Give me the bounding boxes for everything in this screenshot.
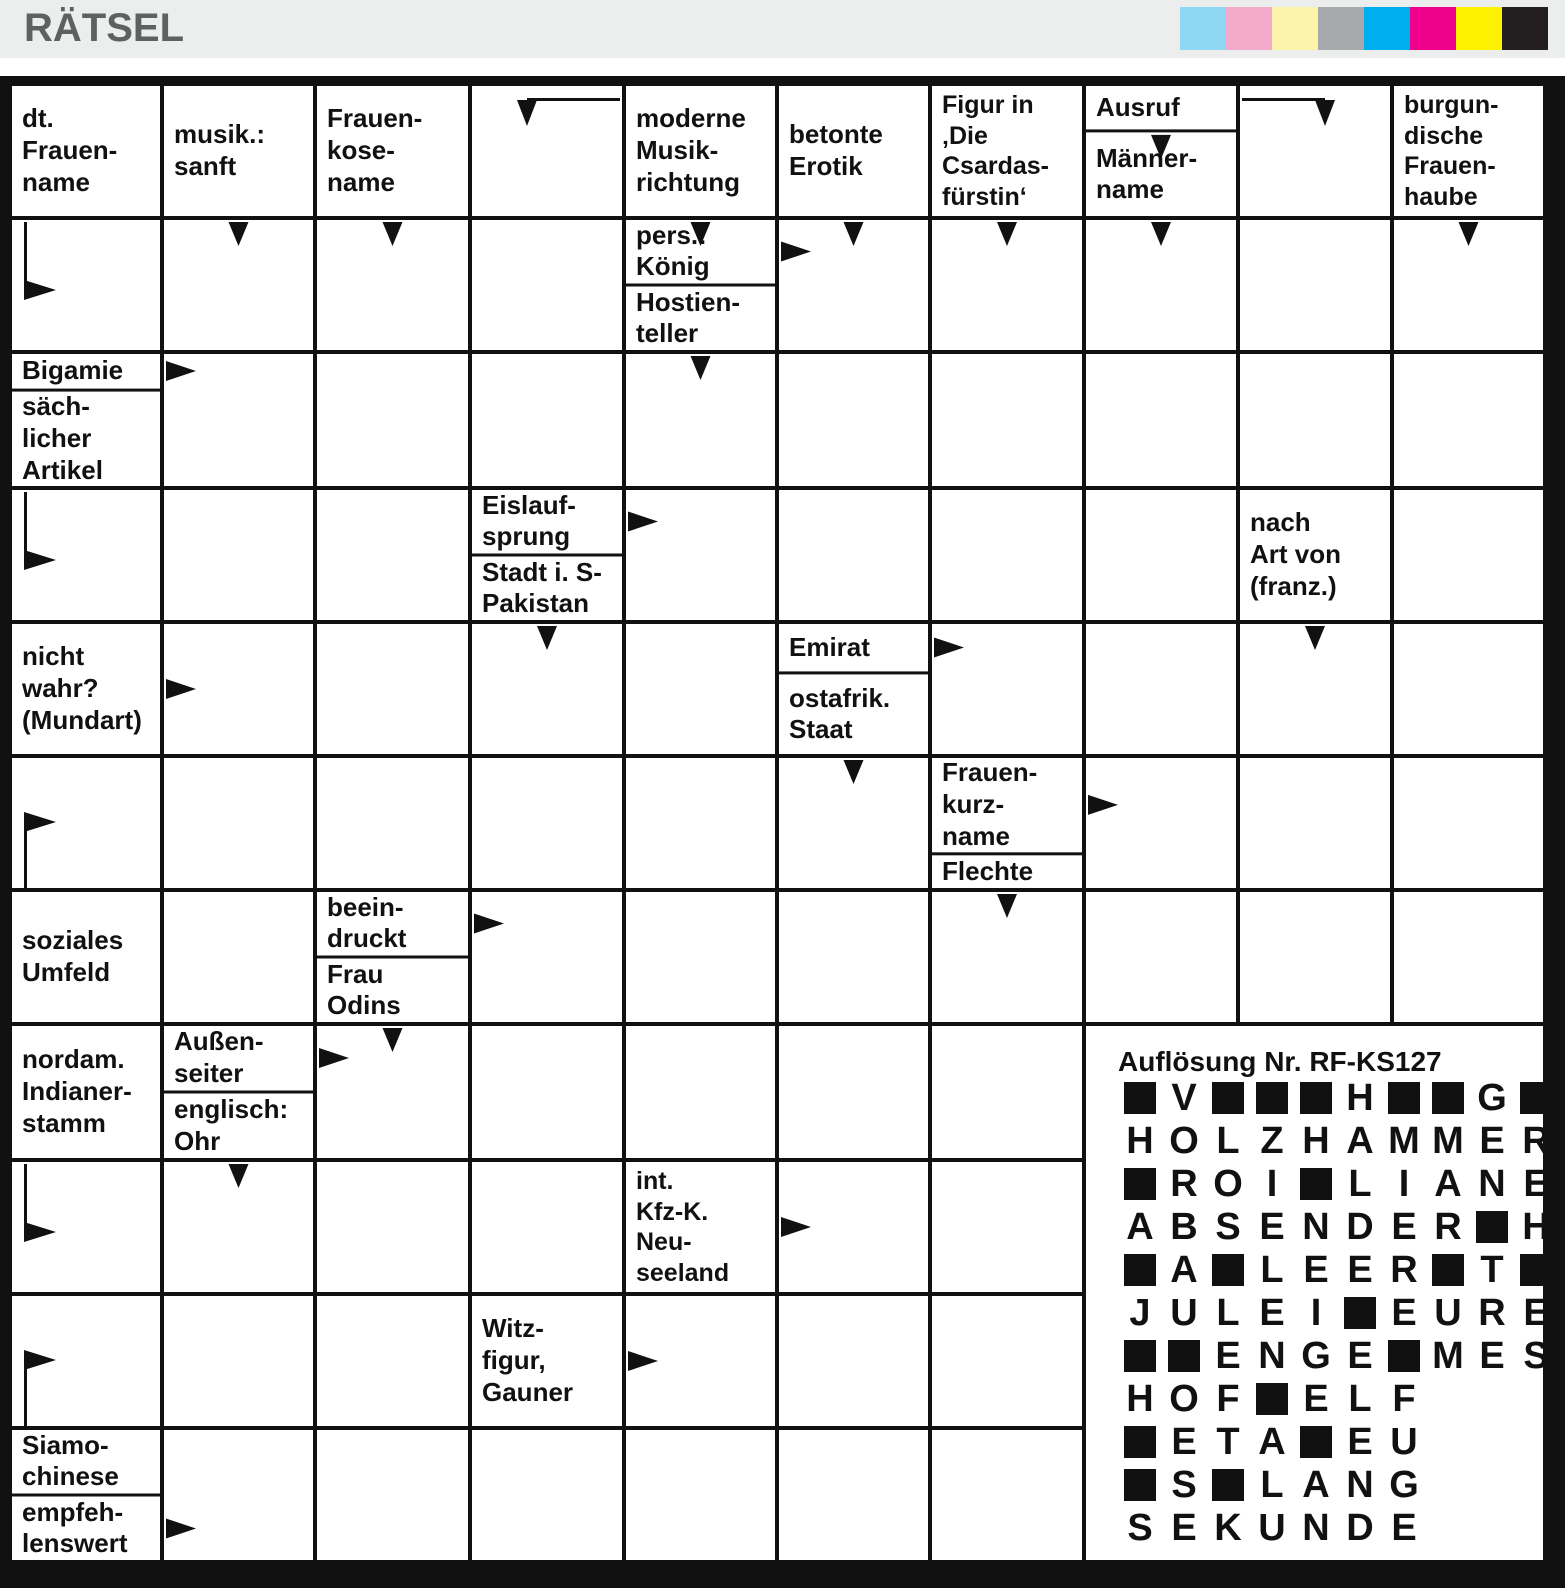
solution-letter: V bbox=[1171, 1077, 1197, 1119]
solution-block bbox=[1118, 1252, 1162, 1288]
solution-block bbox=[1426, 1252, 1470, 1288]
solution-letter: M bbox=[1432, 1335, 1464, 1377]
clue-c8a: Ausruf bbox=[1096, 91, 1180, 122]
grid-cell bbox=[1394, 490, 1543, 620]
grid-cell bbox=[932, 624, 1082, 754]
clue-c20: ostafrik. Staat bbox=[789, 682, 891, 745]
solution-block-fill bbox=[1168, 1340, 1200, 1372]
clue-c10: burgun- dische Frauen- haube bbox=[1404, 91, 1499, 211]
crossword-grid bbox=[0, 76, 1565, 1588]
solution-block bbox=[1470, 1209, 1514, 1245]
solution-letter: L bbox=[1348, 1163, 1372, 1205]
solution-letter: G bbox=[1477, 1077, 1507, 1119]
solution-letter: E bbox=[1479, 1120, 1505, 1162]
grid-cell bbox=[932, 1296, 1082, 1426]
solution-letter: N bbox=[1302, 1507, 1330, 1549]
clue-c32: empfeh- lenswert bbox=[22, 1496, 128, 1559]
grid-cell bbox=[1086, 624, 1236, 754]
solution-letter: A bbox=[1346, 1120, 1374, 1162]
grid-cell bbox=[472, 892, 622, 1022]
solution-block bbox=[1118, 1424, 1162, 1460]
solution-letter: K bbox=[1214, 1507, 1242, 1549]
clue-c8b: Männer- name bbox=[1096, 142, 1198, 205]
solution-block bbox=[1294, 1166, 1338, 1202]
grid-cell bbox=[779, 1430, 928, 1560]
solution-letter: J bbox=[1129, 1292, 1151, 1334]
clue-c17: nach Art von (franz.) bbox=[1250, 507, 1341, 601]
solution-letter: T bbox=[1480, 1249, 1504, 1291]
grid-cell bbox=[317, 758, 468, 888]
color-swatch bbox=[1410, 7, 1456, 50]
solution-letter: A bbox=[1434, 1163, 1462, 1205]
color-swatch bbox=[1180, 7, 1226, 50]
clue-c25: Frau Odins bbox=[327, 958, 401, 1021]
solution-letter: E bbox=[1347, 1249, 1373, 1291]
grid-cell bbox=[626, 624, 775, 754]
solution-letter: O bbox=[1213, 1163, 1243, 1205]
grid-cell bbox=[779, 490, 928, 620]
solution-row bbox=[1118, 1335, 1558, 1377]
grid-cell bbox=[932, 1430, 1082, 1560]
grid-cell bbox=[317, 624, 468, 754]
solution-block-fill bbox=[1256, 1082, 1288, 1114]
color-swatch bbox=[1456, 7, 1502, 50]
grid-cell bbox=[317, 1162, 468, 1292]
grid-cell bbox=[626, 1026, 775, 1158]
solution-letter: L bbox=[1216, 1292, 1240, 1334]
solution-row bbox=[1118, 1464, 1426, 1506]
solution-letter: F bbox=[1392, 1378, 1416, 1420]
clue-c28: englisch: Ohr bbox=[174, 1094, 289, 1156]
solution-letter: D bbox=[1346, 1507, 1374, 1549]
solution-letter: L bbox=[1260, 1249, 1284, 1291]
clue-c15: Eislauf- sprung bbox=[482, 489, 576, 552]
solution-row bbox=[1118, 1378, 1426, 1420]
solution-letter: G bbox=[1301, 1335, 1331, 1377]
solution-block bbox=[1426, 1080, 1470, 1116]
solution-letter: R bbox=[1390, 1249, 1418, 1291]
solution-block-fill bbox=[1300, 1168, 1332, 1200]
solution-letter: R bbox=[1170, 1163, 1198, 1205]
grid-cell bbox=[626, 892, 775, 1022]
solution-block-fill bbox=[1388, 1340, 1420, 1372]
solution-letter: E bbox=[1215, 1335, 1241, 1377]
solution-block-fill bbox=[1124, 1082, 1156, 1114]
clue-c3: Frauen- kose- name bbox=[327, 103, 423, 197]
grid-cell bbox=[472, 1026, 622, 1158]
clue-c11: pers.: König bbox=[636, 219, 710, 282]
grid-cell bbox=[626, 490, 775, 620]
clue-divider bbox=[930, 852, 1084, 855]
grid-cell bbox=[1240, 758, 1390, 888]
grid-cell bbox=[626, 1430, 775, 1560]
bent-arrow-right-icon bbox=[24, 222, 27, 290]
grid-cell bbox=[1240, 892, 1390, 1022]
solution-block bbox=[1118, 1080, 1162, 1116]
solution-letter: E bbox=[1171, 1507, 1197, 1549]
clue-c26: nordam. Indianer- stamm bbox=[22, 1044, 132, 1138]
solution-block bbox=[1162, 1338, 1206, 1374]
clue-c14: säch- licher Artikel bbox=[22, 391, 103, 485]
solution-row bbox=[1118, 1077, 1558, 1119]
clue-c18: nicht wahr? (Mundart) bbox=[22, 641, 142, 735]
solution-letter: M bbox=[1388, 1120, 1420, 1162]
solution-letter: R bbox=[1434, 1206, 1462, 1248]
grid-cell bbox=[1086, 490, 1236, 620]
solution-letter: E bbox=[1347, 1335, 1373, 1377]
grid-cell bbox=[1240, 354, 1390, 486]
grid-cell bbox=[1394, 892, 1543, 1022]
solution-letter: S bbox=[1171, 1464, 1197, 1506]
solution-letter: S bbox=[1523, 1335, 1549, 1377]
solution-letter: S bbox=[1215, 1206, 1241, 1248]
grid-cell bbox=[779, 354, 928, 486]
clue-divider bbox=[1084, 129, 1238, 132]
solution-letter: E bbox=[1303, 1378, 1329, 1420]
clue-c27: Außen- seiter bbox=[174, 1026, 264, 1088]
grid-cell bbox=[472, 758, 622, 888]
solution-block bbox=[1206, 1080, 1250, 1116]
solution-letter: E bbox=[1259, 1206, 1285, 1248]
solution-block bbox=[1250, 1381, 1294, 1417]
grid-cell bbox=[1086, 892, 1236, 1022]
grid-cell bbox=[317, 1296, 468, 1426]
bent-arrow-right-icon bbox=[24, 492, 27, 560]
grid-cell bbox=[932, 1162, 1082, 1292]
clue-c23: soziales Umfeld bbox=[22, 925, 124, 987]
solution-block bbox=[1382, 1338, 1426, 1374]
grid-cell bbox=[164, 1430, 313, 1560]
clue-c22: Flechte bbox=[942, 856, 1034, 887]
clue-c19: Emirat bbox=[789, 631, 870, 662]
solution-block bbox=[1206, 1252, 1250, 1288]
grid-cell bbox=[472, 1162, 622, 1292]
clue-divider bbox=[162, 1091, 315, 1094]
solution-block-fill bbox=[1432, 1254, 1464, 1286]
grid-cell bbox=[317, 354, 468, 486]
clue-c21: Frauen- kurz- name bbox=[942, 757, 1038, 851]
solution-letter: H bbox=[1126, 1378, 1154, 1420]
solution-block-fill bbox=[1256, 1383, 1288, 1415]
page-title: RÄTSEL bbox=[24, 6, 184, 50]
solution-block-fill bbox=[1300, 1426, 1332, 1458]
grid-cell bbox=[164, 1296, 313, 1426]
color-swatch bbox=[1272, 7, 1318, 50]
solution-letter: N bbox=[1258, 1335, 1286, 1377]
solution-block-fill bbox=[1520, 1254, 1552, 1286]
solution-letter: E bbox=[1171, 1421, 1197, 1463]
solution-row bbox=[1118, 1206, 1558, 1248]
solution-letter: N bbox=[1478, 1163, 1506, 1205]
solution-block bbox=[1294, 1080, 1338, 1116]
solution-letter: S bbox=[1127, 1507, 1153, 1549]
clue-c12: Hostien- teller bbox=[636, 286, 740, 349]
grid-cell bbox=[1240, 86, 1390, 216]
solution-block-fill bbox=[1432, 1082, 1464, 1114]
solution-block-fill bbox=[1344, 1297, 1376, 1329]
header-bar bbox=[0, 0, 1565, 58]
grid-cell bbox=[317, 1430, 468, 1560]
grid-cell bbox=[472, 1430, 622, 1560]
solution-row bbox=[1118, 1249, 1558, 1291]
solution-letter: D bbox=[1346, 1206, 1374, 1248]
bent-arrow-right-icon bbox=[24, 1164, 27, 1232]
solution-letter: H bbox=[1346, 1077, 1374, 1119]
solution-letter: G bbox=[1389, 1464, 1419, 1506]
grid-cell bbox=[932, 354, 1082, 486]
grid-cell bbox=[779, 1296, 928, 1426]
clue-c16: Stadt i. S- Pakistan bbox=[482, 556, 602, 619]
solution-letter: E bbox=[1523, 1292, 1549, 1334]
grid-cell bbox=[472, 354, 622, 486]
solution-block bbox=[1382, 1080, 1426, 1116]
solution-block-fill bbox=[1520, 1082, 1552, 1114]
solution-block-fill bbox=[1388, 1082, 1420, 1114]
solution-block bbox=[1338, 1295, 1382, 1331]
solution-letter: O bbox=[1169, 1378, 1199, 1420]
solution-block bbox=[1514, 1080, 1558, 1116]
solution-letter: L bbox=[1260, 1464, 1284, 1506]
solution-letter: H bbox=[1126, 1120, 1154, 1162]
grid-cell bbox=[1086, 758, 1236, 888]
solution-row bbox=[1118, 1292, 1558, 1334]
clue-c30: Witz- figur, Gauner bbox=[482, 1313, 574, 1407]
clue-c2: musik.: sanft bbox=[174, 119, 266, 181]
grid-cell bbox=[779, 1026, 928, 1158]
clue-divider bbox=[777, 671, 930, 674]
solution-letter: U bbox=[1390, 1421, 1418, 1463]
solution-block bbox=[1294, 1424, 1338, 1460]
solution-letter: U bbox=[1170, 1292, 1198, 1334]
solution-letter: U bbox=[1434, 1292, 1462, 1334]
solution-block-fill bbox=[1124, 1426, 1156, 1458]
solution-block bbox=[1514, 1252, 1558, 1288]
grid-cell bbox=[1240, 220, 1390, 350]
grid-cell bbox=[1086, 354, 1236, 486]
puzzle-code: RF-KS128 bbox=[824, 1557, 891, 1573]
grid-cell bbox=[932, 1026, 1082, 1158]
solution-letter: L bbox=[1216, 1120, 1240, 1162]
solution-letter: E bbox=[1391, 1507, 1417, 1549]
solution-letter: N bbox=[1346, 1464, 1374, 1506]
solution-letter: H bbox=[1302, 1120, 1330, 1162]
solution-block bbox=[1118, 1467, 1162, 1503]
solution-letter: I bbox=[1398, 1163, 1410, 1205]
solution-letter: I bbox=[1310, 1292, 1322, 1334]
solution-letter: A bbox=[1302, 1464, 1330, 1506]
grid-cell bbox=[626, 758, 775, 888]
solution-letter: T bbox=[1216, 1421, 1240, 1463]
solution-block-fill bbox=[1124, 1254, 1156, 1286]
solution-letter: A bbox=[1126, 1206, 1154, 1248]
clue-c5: moderne Musik- richtung bbox=[636, 103, 746, 197]
color-swatch bbox=[1502, 7, 1548, 50]
solution-letter: B bbox=[1170, 1206, 1198, 1248]
grid-cell bbox=[164, 758, 313, 888]
color-swatch bbox=[1318, 7, 1364, 50]
clue-c31: Siamo- chinese bbox=[22, 1429, 119, 1492]
clue-c13: Bigamie bbox=[22, 355, 124, 386]
clue-c24: beein- druckt bbox=[327, 891, 407, 954]
grid-cell bbox=[164, 490, 313, 620]
solution-row bbox=[1118, 1163, 1558, 1205]
solution-block-fill bbox=[1124, 1469, 1156, 1501]
solution-block bbox=[1118, 1166, 1162, 1202]
solution-block bbox=[1250, 1080, 1294, 1116]
solution-block bbox=[1206, 1467, 1250, 1503]
grid-cell bbox=[932, 490, 1082, 620]
solution-block-fill bbox=[1124, 1168, 1156, 1200]
solution-letter: E bbox=[1523, 1163, 1549, 1205]
solution-row bbox=[1118, 1507, 1426, 1549]
clue-c7: Figur in ‚Die Csardas- fürstin‘ bbox=[942, 91, 1049, 211]
clue-c29: int. Kfz-K. Neu- seeland bbox=[636, 1167, 730, 1287]
clue-c1: dt. Frauen- name bbox=[22, 103, 118, 197]
solution-letter: L bbox=[1348, 1378, 1372, 1420]
grid-cell bbox=[317, 490, 468, 620]
solution-letter: U bbox=[1258, 1507, 1286, 1549]
solution-letter: I bbox=[1266, 1163, 1278, 1205]
solution-letter: E bbox=[1479, 1335, 1505, 1377]
solution-letter: R bbox=[1478, 1292, 1506, 1334]
solution-block-fill bbox=[1212, 1254, 1244, 1286]
solution-block-fill bbox=[1212, 1469, 1244, 1501]
grid-cell bbox=[779, 892, 928, 1022]
color-registration-bar bbox=[1180, 7, 1548, 50]
bent-arrow-down-icon bbox=[527, 98, 620, 101]
solution-title: Auflösung Nr. RF-KS127 bbox=[1118, 1046, 1442, 1077]
color-swatch bbox=[1364, 7, 1410, 50]
solution-letter: E bbox=[1347, 1421, 1373, 1463]
solution-block-fill bbox=[1124, 1340, 1156, 1372]
solution-row bbox=[1118, 1120, 1558, 1162]
grid-cell bbox=[472, 220, 622, 350]
solution-block bbox=[1118, 1338, 1162, 1374]
grid-cell bbox=[1394, 354, 1543, 486]
solution-letter: O bbox=[1169, 1120, 1199, 1162]
bent-arrow-down-icon bbox=[1242, 98, 1325, 101]
solution-letter: A bbox=[1170, 1249, 1198, 1291]
solution-letter: N bbox=[1302, 1206, 1330, 1248]
solution-letter: H bbox=[1522, 1206, 1550, 1248]
grid-cell bbox=[1394, 624, 1543, 754]
solution-block-fill bbox=[1476, 1211, 1508, 1243]
grid-cell bbox=[164, 892, 313, 1022]
solution-row bbox=[1118, 1421, 1426, 1463]
grid-cell bbox=[472, 86, 622, 216]
color-swatch bbox=[1226, 7, 1272, 50]
solution-letter: A bbox=[1258, 1421, 1286, 1463]
solution-block-fill bbox=[1212, 1082, 1244, 1114]
solution-letter: E bbox=[1391, 1206, 1417, 1248]
solution-letter: E bbox=[1303, 1249, 1329, 1291]
solution-letter: E bbox=[1259, 1292, 1285, 1334]
solution-letter: M bbox=[1432, 1120, 1464, 1162]
solution-letter: Z bbox=[1260, 1120, 1284, 1162]
solution-letter: F bbox=[1216, 1378, 1240, 1420]
solution-block-fill bbox=[1300, 1082, 1332, 1114]
grid-cell bbox=[1394, 758, 1543, 888]
clue-c6: betonte Erotik bbox=[789, 119, 883, 181]
solution-letter: E bbox=[1391, 1292, 1417, 1334]
solution-letter: R bbox=[1522, 1120, 1550, 1162]
